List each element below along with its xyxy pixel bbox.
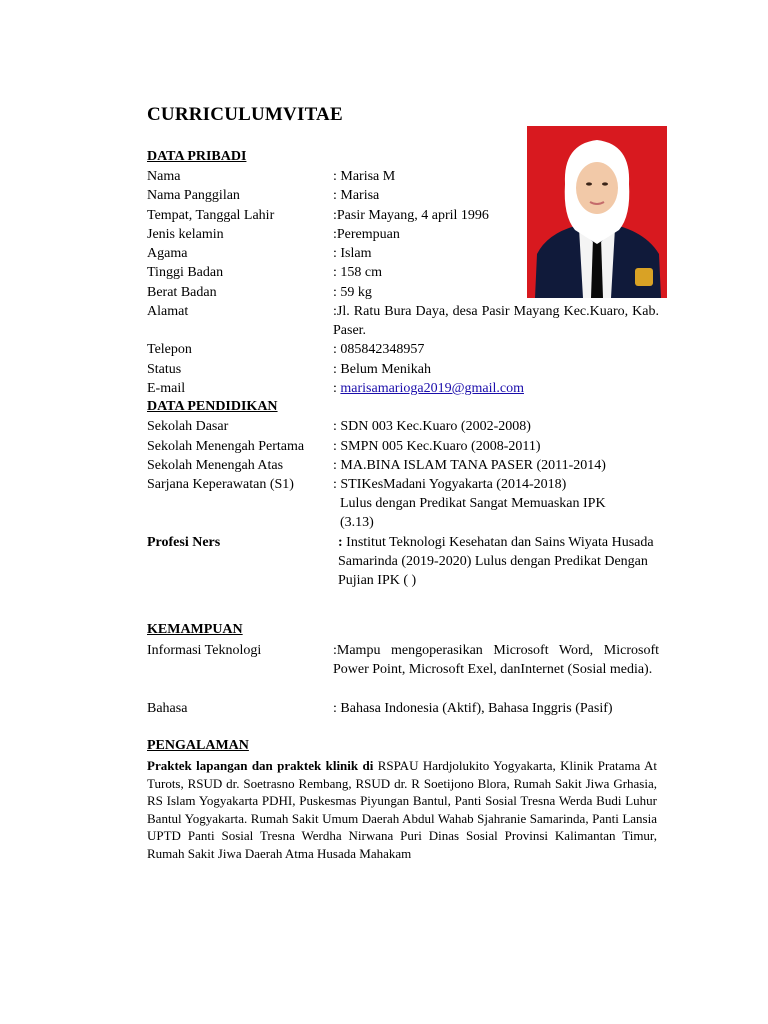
label-jenis-kelamin: Jenis kelamin bbox=[147, 227, 224, 242]
value-it: :Mampu mengoperasikan Microsoft Word, Microsoft Power Point, Microsoft Exel, danInternet (Sosial media). bbox=[333, 643, 659, 677]
label-ners: Profesi Ners bbox=[147, 535, 221, 550]
section-heading-education: DATA PENDIDIKAN bbox=[147, 399, 278, 414]
label-s1: Sarjana Keperawatan (S1) bbox=[147, 477, 294, 492]
label-sd: Sekolah Dasar bbox=[147, 419, 229, 434]
experience-text: RSPAU Hardjolukito Yogyakarta, Klinik Pratama At Turots, RSUD dr. Soetrasno Rembang, RSUD dr. R Soetijono Blora, Rumah Sakit Jiwa Grhasia, RS Islam Yogyakarta PDHI, Puskesmas Piyungan Bantul, Panti Sosial Tresna Werda Budi Luhur Bantul Yogyakarta. Rumah Sakit Umum Daerah Abdul Wahab Sjahranie Samarinda, Panti Lansia UPTD Panti Sosial Tresna Werdha Nirwana Puri Dinas Sosial Provinsi Kalimantan Timur, Rumah Sakit Jiwa Daerah Atma Husada Mahakam bbox=[147, 758, 657, 861]
ners-colon: : bbox=[338, 535, 343, 550]
value-sd: : SDN 003 Kec.Kuaro (2002-2008) bbox=[333, 419, 531, 434]
label-berat: Berat Badan bbox=[147, 285, 217, 300]
value-alamat: :Jl. Ratu Bura Daya, desa Pasir Mayang Kec.Kuaro, Kab. Paser. bbox=[333, 304, 659, 338]
value-nama: : Marisa M bbox=[333, 169, 396, 184]
value-ttl: :Pasir Mayang, 4 april 1996 bbox=[333, 208, 489, 223]
ners-text: Institut Teknologi Kesehatan dan Sains Wiyata Husada Samarinda (2019-2020) Lulus dengan Predikat Dengan Pujian IPK ( ) bbox=[338, 535, 654, 588]
label-bahasa: Bahasa bbox=[147, 701, 188, 716]
value-panggilan: : Marisa bbox=[333, 188, 380, 203]
label-ttl: Tempat, Tanggal Lahir bbox=[147, 208, 275, 223]
email-prefix: : bbox=[333, 381, 341, 396]
value-s1-note: Lulus dengan Predikat Sangat Memuaskan IPK (3.13) bbox=[340, 496, 606, 530]
email-link[interactable]: marisamarioga2019@gmail.com bbox=[340, 381, 524, 396]
value-berat: : 59 kg bbox=[333, 285, 372, 300]
label-telepon: Telepon bbox=[147, 342, 192, 357]
experience-paragraph bbox=[147, 757, 657, 863]
value-status: : Belum Menikah bbox=[333, 362, 431, 377]
label-sma: Sekolah Menengah Atas bbox=[147, 458, 284, 473]
value-tinggi: : 158 cm bbox=[333, 265, 382, 280]
section-heading-personal: DATA PRIBADI bbox=[147, 149, 247, 164]
label-status: Status bbox=[147, 362, 182, 377]
value-smp: : SMPN 005 Kec.Kuaro (2008-2011) bbox=[333, 439, 541, 454]
label-smp: Sekolah Menengah Pertama bbox=[147, 439, 305, 454]
value-telepon: : 085842348957 bbox=[333, 342, 425, 357]
label-panggilan: Nama Panggilan bbox=[147, 188, 240, 203]
section-heading-experience: PENGALAMAN bbox=[147, 738, 249, 753]
experience-lead: Praktek lapangan dan praktek klinik di bbox=[147, 758, 374, 773]
label-agama: Agama bbox=[147, 246, 188, 261]
label-nama: Nama bbox=[147, 169, 181, 184]
value-jenis-kelamin: :Perempuan bbox=[333, 227, 400, 242]
label-tinggi: Tinggi Badan bbox=[147, 265, 224, 280]
value-sma: : MA.BINA ISLAM TANA PASER (2011-2014) bbox=[333, 458, 606, 473]
document-title: CURRICULUMVITAE bbox=[147, 104, 343, 125]
value-bahasa: : Bahasa Indonesia (Aktif), Bahasa Inggris (Pasif) bbox=[333, 701, 613, 716]
label-email: E-mail bbox=[147, 381, 186, 396]
value-s1: : STIKesMadani Yogyakarta (2014-2018) bbox=[333, 477, 567, 492]
value-ners bbox=[338, 533, 659, 590]
value-email bbox=[333, 379, 659, 398]
value-agama: : Islam bbox=[333, 246, 372, 261]
label-it: Informasi Teknologi bbox=[147, 643, 262, 658]
section-heading-skills: KEMAMPUAN bbox=[147, 622, 243, 637]
label-alamat: Alamat bbox=[147, 304, 189, 319]
